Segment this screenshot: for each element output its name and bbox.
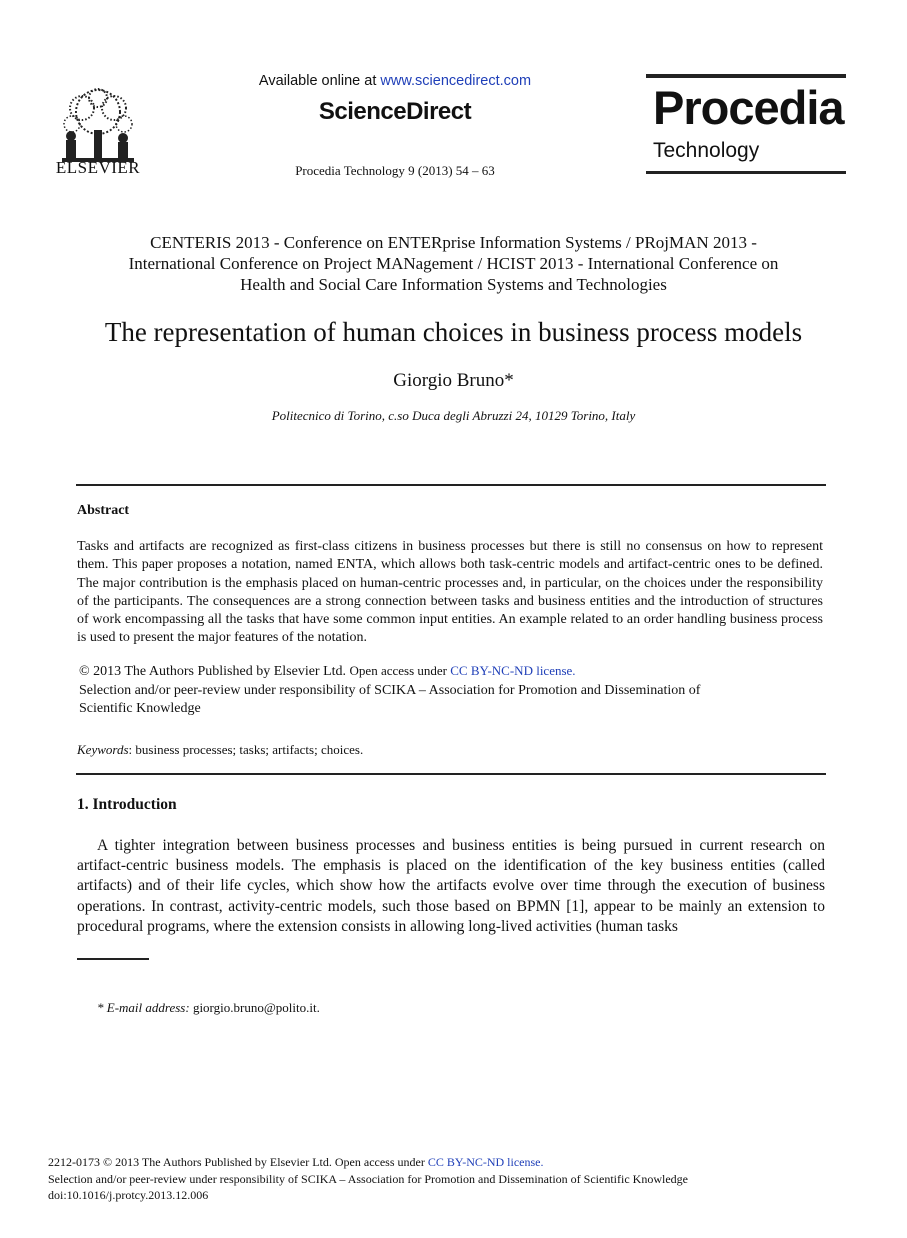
abstract-bottom-rule [76, 773, 826, 775]
copyright-line [79, 662, 819, 682]
author-affiliation: Politecnico di Torino, c.so Duca degli Abruzzi 24, 10129 Torino, Italy [271, 408, 636, 423]
paper-title: The representation of human choices in business process models [104, 317, 803, 347]
procedia-bottom-rule [646, 171, 846, 174]
footer-line: Selection and/or peer-review under responsibility of SCIKA – Association for Promotion and Dissemination of Scientific Knowledge [48, 1171, 688, 1186]
conference-line: CENTERIS 2013 - Conference on ENTERprise Information Systems / PRojMAN 2013 - [150, 233, 757, 252]
footer-issn: 2212-0173 © 2013 The Authors Published by Elsevier Ltd. Open access under [48, 1155, 428, 1169]
procedia-top-rule [646, 74, 846, 78]
conference-line: Health and Social Care Information Systems and Technologies [240, 275, 667, 294]
elsevier-wordmark: ELSEVIER [55, 158, 141, 177]
license-link[interactable]: CC BY-NC-ND license. [450, 663, 576, 678]
footnote-label: * E-mail address: [97, 1000, 190, 1015]
keywords [77, 742, 817, 758]
abstract-text: Tasks and artifacts are recognized as first-class citizens in business processes but there is still no consensus on how to represent them. This paper proposes a notation, named ENTA, which allows both task-centric models and artifact-centric ones to be defined. The major contribution is the emphasis placed on human-centric processes and, in particular, on the choices under the responsibility of the participants. The consequences are a strong connection between tasks and business entities and the introduction of structures of work encompassing all the tasks that have some common input entities. An example related to an order handling business process is used to present the major features of the notation. [77, 539, 823, 646]
keywords-text: : business processes; tasks; artifacts; choices. [128, 742, 364, 757]
open-access-text: Open access under [349, 663, 451, 678]
copyright-line: Scientific Knowledge [79, 701, 201, 716]
available-prefix: Available online at [258, 73, 381, 89]
procedia-logo: Procedia [653, 81, 844, 134]
copyright-notice [79, 662, 819, 719]
procedia-subtitle: Technology [653, 139, 760, 162]
sciencedirect-logo: ScienceDirect [318, 98, 472, 125]
page-footer [48, 1154, 868, 1204]
copyright-main: © 2013 The Authors Published by Elsevier Ltd. [79, 664, 350, 679]
abstract-top-rule [76, 484, 826, 486]
introduction-heading: 1. Introduction [77, 796, 177, 813]
footnote [97, 1000, 320, 1016]
introduction-text [77, 836, 825, 937]
footer-doi: doi:10.1016/j.protcy.2013.12.006 [48, 1188, 209, 1202]
footer-license-link[interactable]: CC BY-NC-ND license. [427, 1155, 544, 1169]
journal-reference: Procedia Technology 9 (2013) 54 – 63 [295, 163, 495, 178]
conference-line: International Conference on Project MANagement / HCIST 2013 - International Conference on [128, 254, 779, 273]
footnote-rule [77, 958, 149, 960]
author-email: giorgio.bruno@polito.it. [189, 1000, 320, 1015]
keywords-label: Keywords [77, 742, 129, 757]
sciencedirect-link[interactable]: www.sciencedirect.com [380, 73, 532, 89]
available-online [200, 73, 590, 89]
introduction-body: A tighter integration between business processes and business entities is being pursued in current research on artifact-centric business models. The emphasis is placed on the identification of the key business entities (called artifacts) and of their life cycles, which show how the artifacts evolve over time through the execution of business operations. In contrast, activity-centric models, such those based on BPMN [1], appear to be mainly an extension to procedural programs, where the extension consists in allowing long-lived activities (human tasks [77, 837, 825, 935]
abstract-heading: Abstract [77, 503, 130, 518]
author-name: Giorgio Bruno* [393, 370, 514, 391]
copyright-line: Selection and/or peer-review under responsibility of SCIKA – Association for Promotion and Dissemination of [79, 682, 701, 698]
footer-line [48, 1154, 868, 1171]
conference-name [60, 232, 847, 295]
